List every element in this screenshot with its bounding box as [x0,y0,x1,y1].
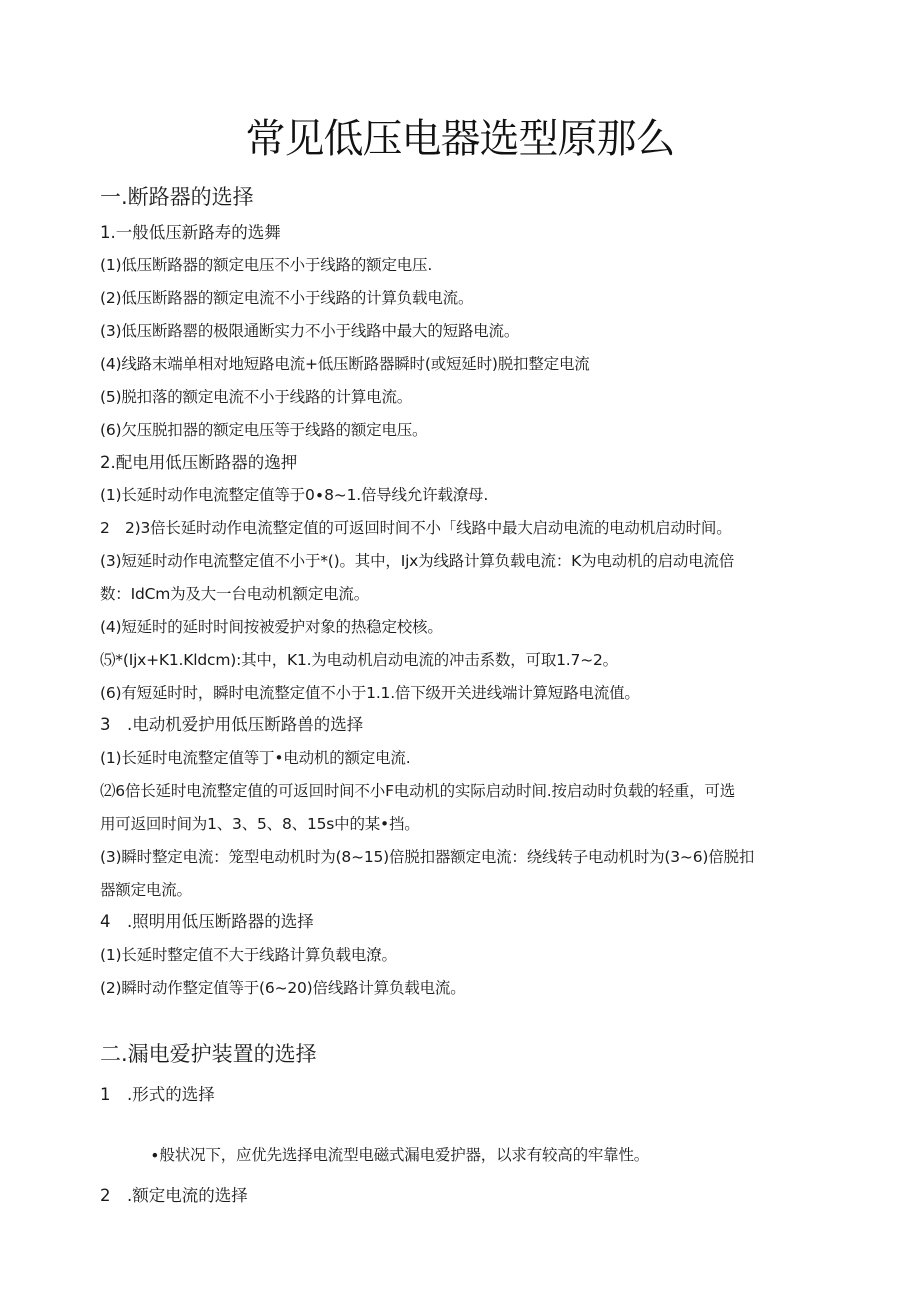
subsection-heading: 2.配电用低压断路器的逸押 [100,453,298,472]
section-heading: 一.断路器的选择 [100,185,254,209]
paragraph-line: 用可返回时间为1、3、5、8、15s中的某•挡。 [100,815,420,833]
subsection-heading: 1.一般低压新路寿的选舞 [100,223,281,242]
subsection-heading: 2 .额定电流的选择 [100,1186,248,1205]
paragraph-line: 器额定电流。 [100,881,192,899]
subsection-heading: 3 .电动机爱护用低压断路兽的选择 [100,715,364,734]
paragraph-line: (6)有短延时时，瞬时电流整定值不小于1.1.倍下级开关进线端计算短路电流值。 [100,684,640,702]
paragraph-line: (4)线路末端单相对地短路电流+低压断路器瞬时(或短延时)脱扣整定电流 [100,355,590,373]
paragraph-line: (3)低压断路罂的极限通断实力不小于线路中最大的短路电流。 [100,322,520,340]
paragraph-line: (4)短延时的延时时间按被爱护对象的热稳定校核。 [100,618,443,636]
paragraph-line: (1)低压断路器的额定电压不小于线路的额定电压. [100,256,433,274]
paragraph-line: ⑸*(Ijx+K1.Kldcm):其中，K1.为电动机启动电流的冲击系数，可取1.7~2。 [100,651,618,669]
paragraph-line: ⑵6倍长延时电流整定值的可返回时间不小F电动机的实际启动时间.按启动时负载的轻重，可选 [100,782,736,800]
paragraph-line: (6)欠压脱扣器的额定电压等于线路的额定电压。 [100,421,428,439]
paragraph-line: (2)瞬时动作整定值等于(6~20)倍线路计算负载电流。 [100,979,466,997]
paragraph-line: 数：IdCm为及大一台电动机额定电流。 [100,585,370,603]
paragraph-line: 2 2)3倍长延时动作电流整定值的可返回时间不小「线路中最大启动电流的电动机启动时间。 [100,519,732,537]
subsection-heading: 1 .形式的选择 [100,1085,215,1104]
section-heading: 二.漏电爱护装置的选择 [100,1042,317,1066]
document-title: 常见低压电器选型原那么 [245,116,675,162]
paragraph-line: (1)长延时动作电流整定值等于0∙8~1.倍导线允许载潦母. [100,486,489,504]
paragraph-line: (3)短延时动作电流整定值不小于*()。其中，Ijx为线路计算负载电流：K为电动机的启动电流倍 [100,552,735,570]
paragraph-line: (5)脱扣落的额定电流不小于线路的计算电流。 [100,388,413,406]
paragraph-line: (1)长延时整定值不大于线路计算负载电潦。 [100,946,397,964]
paragraph-line: (2)低压断路器的额定电流不小于线路的计算负载电流。 [100,289,474,307]
subsection-heading: 4 .照明用低压断路器的选择 [100,912,314,931]
paragraph-line: (3)瞬时整定电流：笼型电动机时为(8~15)倍脱扣器额定电流：绕线转子电动机时为(3~6)倍脱扣 [100,848,755,866]
paragraph-line: (1)长延时电流整定值等丁•电动机的额定电流. [100,749,411,767]
paragraph-line: ∙般状况下，应优先选择电流型电磁式漏电爱护器，以求有较高的牢靠性。 [150,1146,650,1164]
